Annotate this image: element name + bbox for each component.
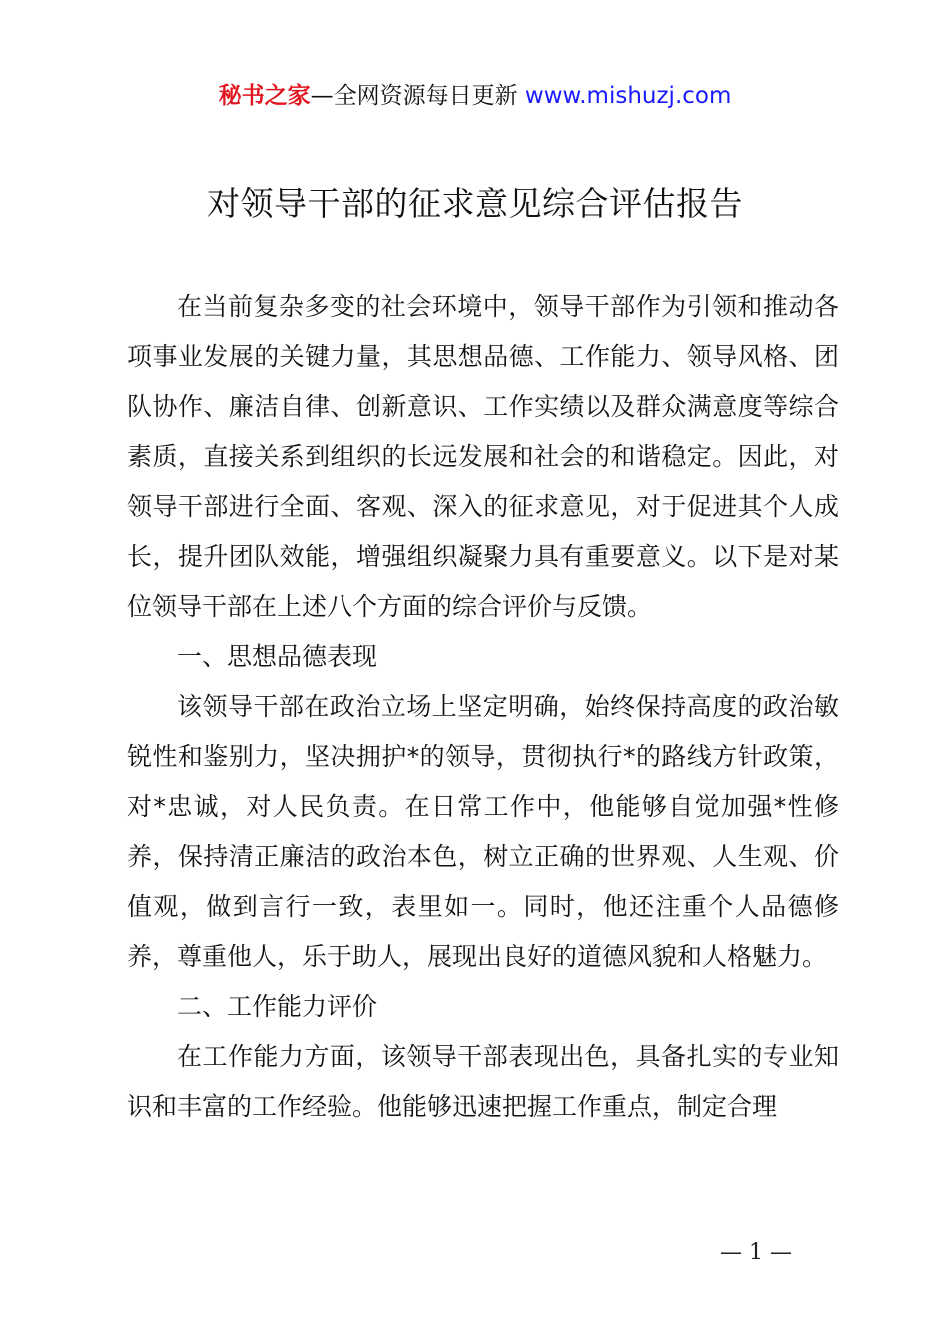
section-paragraph-ideology: 该领导干部在政治立场上坚定明确，始终保持高度的政治敏锐性和鉴别力，坚决拥护*的领导，贯彻执行*的路线方针政策，对*忠诚，对人民负责。在日常工作中，他能够自觉加强*性修养，保持清正廉洁的政治本色，树立正确的世界观、人生观、价值观，做到言行一致，表里如一。同时，他还注重个人品德修养，尊重他人，乐于助人，展现出良好的道德风貌和人格魅力。 <box>127 692 839 971</box>
site-url-link[interactable]: www.mishuzj.com <box>524 83 732 109</box>
section-paragraph-ability: 在工作能力方面，该领导干部表现出色，具备扎实的专业知识和丰富的工作经验。他能够迅速把握工作重点，制定合理 <box>127 1042 839 1121</box>
site-brand: 秘书之家 <box>218 83 311 109</box>
site-header <box>0 80 950 112</box>
document-title: 对领导干部的征求意见综合评估报告 <box>207 184 743 223</box>
section-heading-ideology: 一、思想品德表现 <box>177 642 378 671</box>
intro-paragraph: 在当前复杂多变的社会环境中，领导干部作为引领和推动各项事业发展的关键力量，其思想品德、工作能力、领导风格、团队协作、廉洁自律、创新意识、工作实绩以及群众满意度等综合素质，直接关系到组织的长远发展和社会的和谐稳定。因此，对领导干部进行全面、客观、深入的征求意见，对于促进其个人成长，提升团队效能，增强组织凝聚力具有重要意义。以下是对某位领导干部在上述八个方面的综合评价与反馈。 <box>127 292 839 621</box>
document-body <box>127 282 839 1132</box>
section-heading-ability: 二、工作能力评价 <box>177 992 378 1021</box>
site-tagline: —全网资源每日更新 <box>310 83 518 109</box>
page-number: — 1 — <box>720 1240 792 1265</box>
